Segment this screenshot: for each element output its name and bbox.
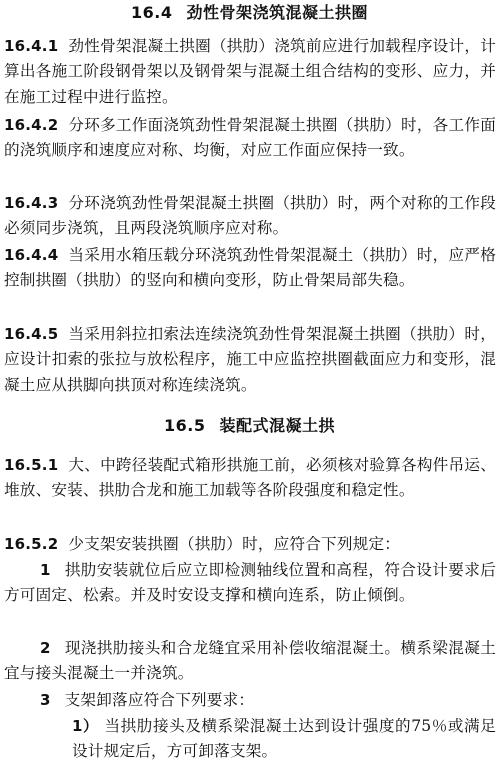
clause-16-5-1 (4, 453, 496, 504)
section-number: 16.5 (164, 416, 206, 435)
clause-16-4-3 (4, 191, 496, 242)
clause-text: 大、中跨径装配式箱形拱施工前，必须核对验算各构件吊运、堆放、安装、拱肋合龙和施工加载等各阶段强度和稳定性。 (4, 456, 496, 500)
section-title: 劲性骨架浇筑混凝土拱圈 (186, 3, 368, 22)
clause-number: 16.5.1 (4, 456, 59, 474)
clause-16-4-4 (4, 243, 496, 294)
clause-text: 劲性骨架混凝土拱圈（拱肋）浇筑前应进行加载程序设计，计算出各施工阶段钢骨架以及钢骨架与混凝土组合结构的变形、应力，并在施工过程中进行监控。 (4, 37, 496, 106)
item-number: 1 (40, 561, 51, 579)
clause-number: 16.5.2 (4, 535, 59, 553)
sub-item-1 (72, 714, 496, 765)
item-number: 3 (40, 691, 51, 709)
item-text: 现浇拱肋接头和合龙缝宜采用补偿收缩混凝土。横系梁混凝土宜与接头混凝土一并浇筑。 (4, 639, 496, 683)
clause-number: 16.4.2 (4, 116, 59, 134)
clause-number: 16.4.1 (4, 37, 59, 55)
clause-text: 少支架安装拱圈（拱肋）时，应符合下列规定： (68, 535, 401, 553)
section-heading-16-5 (0, 416, 499, 436)
item-text: 拱肋安装就位后应立即检测轴线位置和高程，符合设计要求后方可固定、松索。并及时安设支撑和横向连系，防止倾倒。 (4, 561, 496, 605)
clause-text: 分环多工作面浇筑劲性骨架混凝土拱圈（拱肋）时，各工作面的浇筑顺序和速度应对称、均衡，对应工作面应保持一致。 (4, 116, 496, 160)
sub-item-text: 当拱肋接头及横系梁混凝土达到设计强度的75％或满足设计规定后，方可卸落支架。 (72, 717, 496, 761)
clause-16-4-5 (4, 322, 496, 398)
list-item-1 (4, 558, 496, 609)
clause-text: 当采用水箱压载分环浇筑劲性骨架混凝土（拱肋）时，应严格控制拱圈（拱肋）的竖向和横向变形，防止骨架局部失稳。 (4, 246, 496, 290)
sub-item-number: 1） (72, 717, 99, 735)
list-item-2 (4, 636, 496, 687)
clause-16-4-2 (4, 113, 496, 164)
clause-number: 16.4.4 (4, 246, 59, 264)
section-title: 装配式混凝土拱 (219, 416, 335, 435)
list-item-3 (4, 688, 496, 713)
item-text: 支架卸落应符合下列要求： (64, 691, 255, 709)
clause-number: 16.4.5 (4, 325, 59, 343)
clause-16-5-2 (4, 532, 496, 557)
clause-text: 当采用斜拉扣索法连续浇筑劲性骨架混凝土拱圈（拱肋）时，应设计扣索的张拉与放松程序，施工中应监控拱圈截面应力和变形，混凝土应从拱脚向拱顶对称连续浇筑。 (4, 325, 496, 394)
clause-text: 分环浇筑劲性骨架混凝土拱圈（拱肋）时，两个对称的工作段必须同步浇筑，且两段浇筑顺序应对称。 (4, 194, 496, 238)
item-number: 2 (40, 639, 51, 657)
clause-16-4-1 (4, 34, 496, 110)
section-number: 16.4 (131, 3, 173, 22)
section-heading-16-4 (0, 3, 499, 23)
clause-number: 16.4.3 (4, 194, 59, 212)
